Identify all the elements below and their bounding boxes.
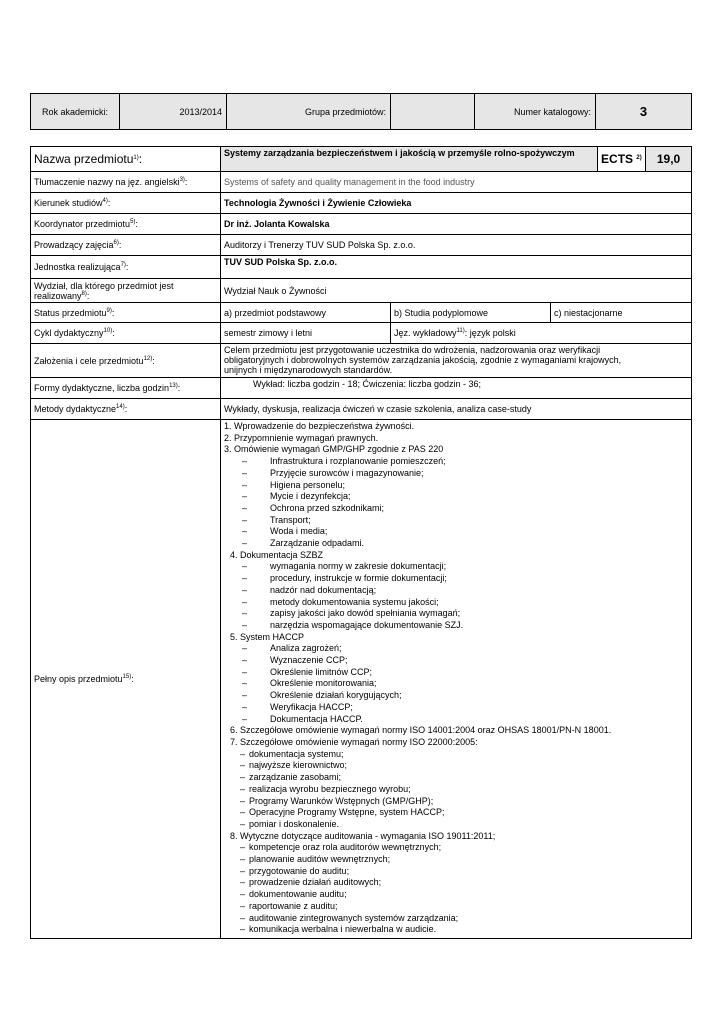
formy-value: Wykład: liczba godzin - 18; Ćwiczenia: liczba godzin - 36; xyxy=(221,378,692,399)
list-item xyxy=(224,608,688,620)
list-item xyxy=(224,456,688,468)
list-item xyxy=(224,819,688,831)
tlum-label-cell: Tłumaczenie nazwy na jęz. angielski$^{3)}$: xyxy=(31,172,221,193)
jez-sup: 11) xyxy=(456,328,465,334)
prow-label: Prowadzący zajęcia xyxy=(34,240,114,250)
list-item-text: zarządzanie zasobami; xyxy=(249,772,342,783)
list-item-text: Weryfikacja HACCP; xyxy=(270,701,353,712)
wydz-label-1: Wydział, dla którego przedmiot jest xyxy=(34,280,174,291)
dash-bullet: – xyxy=(240,912,246,923)
cykl-label: Cykl dydaktyczny xyxy=(34,328,104,338)
zal-value-2: obligatoryjnych i dobrowolnych systemów zarządzania jakością, zgodnie z wymaganiami krajowych, xyxy=(224,355,622,365)
list-item xyxy=(224,854,688,866)
numer-value: 3 xyxy=(596,94,692,130)
dash-bullet: – xyxy=(240,795,246,806)
formy-label: Formy dydaktyczne, liczba godzin xyxy=(34,383,170,393)
dash-bullet: – xyxy=(240,900,246,911)
dash-bullet: – xyxy=(242,666,248,677)
status-a: a) przedmiot podstawowy xyxy=(221,303,391,323)
dash-bullet: – xyxy=(242,538,248,549)
list-item xyxy=(224,538,688,550)
list-item-text: Określenie monitorowania; xyxy=(270,678,377,689)
wydz-sup: 8) xyxy=(81,290,87,297)
tlum-value: Systems of safety and quality management in the food industry xyxy=(221,172,692,193)
dash-bullet: – xyxy=(240,924,246,935)
dash-bullet: – xyxy=(242,456,248,467)
list-item xyxy=(224,702,688,714)
dash-bullet: – xyxy=(240,865,246,876)
list-item-text: dokumentacja systemu; xyxy=(249,748,344,759)
list-item-text: Określenie limitnów CCP; xyxy=(270,666,373,677)
opis-label-cell: Pełny opis przedmiotu$^{15)}$: xyxy=(31,420,221,939)
dash-bullet: – xyxy=(242,619,248,630)
list-item-text: narzędzia wspomagające dokumentowanie SZJ. xyxy=(270,619,464,630)
prow-value: Auditorzy i Trenerzy TUV SUD Polska Sp. z.o.o. xyxy=(221,235,692,256)
list-item xyxy=(224,573,688,585)
koord-value: Dr inż. Jolanta Kowalska xyxy=(221,214,692,235)
dash-bullet: – xyxy=(240,807,246,818)
list-item-text: realizacja wyrobu bezpiecznego wyrobu; xyxy=(249,783,411,794)
list-item-text: Ochrona przed szkodnikami; xyxy=(270,502,385,513)
list-item xyxy=(224,913,688,925)
ects-sup: 2) xyxy=(636,155,642,161)
list-item-text: pomiar i doskonalenie. xyxy=(249,818,340,829)
list-item-text: Zarządzanie odpadami. xyxy=(270,538,365,549)
list-item-text: dokumentowanie auditu; xyxy=(249,889,347,900)
list-item-text: metody dokumentowania systemu jakości; xyxy=(270,596,439,607)
wydz-label-cell: Wydział, dla którego przedmiot jest realizowany$^{8)}$: xyxy=(31,279,221,303)
dash-bullet: – xyxy=(242,701,248,712)
status-label-cell: Status przedmiotu$^{9)}$: xyxy=(31,303,221,323)
nazwa-value: Systemy zarządzania bezpieczeństwem i jakością w przemyśle rolno-spożywczym xyxy=(221,147,598,172)
list-item-text: przygotowanie do auditu; xyxy=(249,865,350,876)
dash-bullet: – xyxy=(242,608,248,619)
metody-label: Metody dydaktyczne xyxy=(34,404,117,414)
dash-bullet: – xyxy=(242,713,248,724)
list-item xyxy=(224,515,688,527)
zal-value-1: Celem przedmiotu jest przygotowanie uczestnika do wdrożenia, nadzorowania oraz weryfikacji xyxy=(224,345,601,355)
metody-value: Wykłady, dyskusja, realizacja ćwiczeń w czasie szkolenia, analiza case-study xyxy=(221,399,692,420)
list-item xyxy=(224,561,688,573)
jez-cell xyxy=(391,323,692,344)
zal-value-3: unijnych i międzynarodowych standardów. xyxy=(224,365,393,375)
dash-bullet: – xyxy=(240,772,246,783)
numer-label: Numer katalogowy: xyxy=(475,94,596,130)
list-item xyxy=(224,889,688,901)
list-item-text: Programy Warunków Wstępnych (GMP/GHP); xyxy=(249,795,434,806)
list-item-text: Przyjęcie surowców i magazynowanie; xyxy=(270,467,424,478)
list-item xyxy=(224,585,688,597)
dash-bullet: – xyxy=(242,491,248,502)
list-item-text: procedury, instrukcje w formie dokumentacji; xyxy=(270,573,447,584)
list-item-text: Mycie i dezynfekcja; xyxy=(270,491,351,502)
status-b: b) Studia podyplomowe xyxy=(391,303,551,323)
opis-line: 3. Omówienie wymagań GMP/GHP zgodnie z PAS 220 xyxy=(224,444,444,455)
dash-bullet: – xyxy=(240,818,246,829)
list-item xyxy=(224,807,688,819)
dash-bullet: – xyxy=(242,690,248,701)
opis-sup: 15) xyxy=(122,673,132,680)
zal-value-cell xyxy=(221,344,692,378)
list-item xyxy=(224,678,688,690)
jedn-sup: 7) xyxy=(120,262,126,268)
list-item xyxy=(224,526,688,538)
kier-sup: 4) xyxy=(102,198,108,204)
list-item xyxy=(224,842,688,854)
list-item xyxy=(224,620,688,632)
list-item-text: kompetencje oraz rola auditorów wewnętrznych; xyxy=(249,842,442,853)
dash-bullet: – xyxy=(240,889,246,900)
list-item-text: Higiena personelu; xyxy=(270,479,346,490)
list-item xyxy=(224,901,688,913)
opis-content xyxy=(221,420,692,939)
jez-label: Jęz. wykładowy xyxy=(394,328,457,338)
ects-label: ECTS xyxy=(601,152,634,166)
grupa-value xyxy=(391,94,475,130)
list-item-text: prowadzenie działań auditowych; xyxy=(249,877,382,888)
zal-sup: 12) xyxy=(143,355,153,362)
prow-label-cell: Prowadzący zajęcia$^{6)}$: xyxy=(31,235,221,256)
list-item xyxy=(224,667,688,679)
wydz-value: Wydział Nauk o Żywności xyxy=(221,279,692,303)
kier-label-cell: Kierunek studiów$^{4)}$: xyxy=(31,193,221,214)
list-item-text: Transport; xyxy=(270,514,311,525)
list-item-text: najwyższe kierownictwo; xyxy=(249,760,348,771)
list-item xyxy=(224,468,688,480)
dash-bullet: – xyxy=(242,643,248,654)
status-label: Status przedmiotu xyxy=(34,307,107,318)
rok-label: Rok akademicki: xyxy=(31,94,120,130)
formy-sup: 13) xyxy=(169,383,178,389)
jedn-value: TUV SUD Polska Sp. z.o.o. xyxy=(221,256,692,279)
dash-bullet: – xyxy=(240,854,246,865)
list-item xyxy=(224,480,688,492)
metody-label-cell: Metody dydaktyczne$^{14)}$: xyxy=(31,399,221,420)
opis-line: 4. Dokumentacja SZBZ xyxy=(230,549,324,560)
dash-bullet: – xyxy=(240,748,246,759)
ects-label-cell xyxy=(598,147,646,172)
list-item xyxy=(224,866,688,878)
dash-bullet: – xyxy=(242,479,248,490)
dash-bullet: – xyxy=(240,760,246,771)
dash-bullet: – xyxy=(242,584,248,595)
zal-label-cell: Założenia i cele przedmiotu$^{12)}$: xyxy=(31,344,221,378)
dash-bullet: – xyxy=(242,573,248,584)
dash-bullet: – xyxy=(242,678,248,689)
header-table xyxy=(30,93,692,130)
status-c: c) niestacjonarne xyxy=(551,303,692,323)
dash-bullet: – xyxy=(242,514,248,525)
opis-line: 2. Przypomnienie wymagań prawnych. xyxy=(224,432,379,443)
nazwa-label: Nazwa przedmiotu xyxy=(34,152,134,166)
dash-bullet: – xyxy=(240,877,246,888)
list-item-text: Dokumentacja HACCP. xyxy=(270,713,363,724)
list-item xyxy=(224,784,688,796)
opis-label: Pełny opis przedmiotu xyxy=(34,673,123,684)
jez-value: : język polski xyxy=(464,328,516,338)
opis-line: 7. Szczegółowe omówienie wymagań normy ISO 22000:2005: xyxy=(230,736,478,747)
list-s7 xyxy=(224,749,688,831)
list-item xyxy=(224,772,688,784)
list-item xyxy=(224,877,688,889)
list-item-text: Analiza zagrożeń; xyxy=(270,643,342,654)
cykl-value: semestr zimowy i letni xyxy=(221,323,391,344)
rok-value: 2013/2014 xyxy=(120,94,227,130)
list-s5 xyxy=(224,643,688,725)
metody-sup: 14) xyxy=(116,404,125,410)
list-item xyxy=(224,503,688,515)
list-item xyxy=(224,924,688,936)
list-item-text: planowanie auditów wewnętrznych; xyxy=(249,854,391,865)
dash-bullet: – xyxy=(240,842,246,853)
dash-bullet: – xyxy=(242,596,248,607)
list-item xyxy=(224,655,688,667)
dash-bullet: – xyxy=(242,655,248,666)
jedn-label: Jednostka realizująca xyxy=(34,262,121,272)
list-item xyxy=(224,796,688,808)
list-item xyxy=(224,714,688,726)
kier-label: Kierunek studiów xyxy=(34,198,103,208)
nazwa-sup: 1) xyxy=(133,155,139,161)
dash-bullet: – xyxy=(240,783,246,794)
list-item-text: komunikacja werbalna i niewerbalna w audicie. xyxy=(249,924,437,935)
dash-bullet: – xyxy=(242,502,248,513)
jedn-label-cell: Jednostka realizująca$^{7)}$: xyxy=(31,256,221,279)
opis-line: 8. Wytyczne dotyczące auditowania - wymagania ISO 19011:2011; xyxy=(230,830,496,841)
list-s4 xyxy=(224,561,688,631)
list-item-text: Infrastruktura i rozplanowanie pomieszczeń; xyxy=(270,456,446,467)
kier-value: Technologia Żywności i Żywienie Człowieka xyxy=(221,193,692,214)
koord-sup: 5) xyxy=(130,219,136,225)
list-item xyxy=(224,760,688,772)
status-sup: 9) xyxy=(106,307,112,314)
wydz-label-2: realizowany xyxy=(34,290,82,301)
list-item xyxy=(224,643,688,655)
ects-value: 19,0 xyxy=(646,147,692,172)
list-item xyxy=(224,749,688,761)
list-item-text: zapisy jakości jako dowód spełniania wymagań; xyxy=(270,608,461,619)
koord-label: Koordynator przedmiotu xyxy=(34,219,131,229)
zal-label: Założenia i cele przedmiotu xyxy=(34,355,144,366)
cykl-label-cell: Cykl dydaktyczny$^{10)}$: xyxy=(31,323,221,344)
opis-line: 5. System HACCP xyxy=(230,631,305,642)
list-item-text: Operacyjne Programy Wstępne, system HACCP; xyxy=(249,807,445,818)
dash-bullet: – xyxy=(242,526,248,537)
list-s8 xyxy=(224,842,688,936)
list-s3 xyxy=(224,456,688,550)
grupa-label: Grupa przedmiotów: xyxy=(227,94,391,130)
list-item-text: Woda i media; xyxy=(270,526,328,537)
tlum-sup: 3) xyxy=(179,177,185,183)
list-item xyxy=(224,597,688,609)
dash-bullet: – xyxy=(242,467,248,478)
list-item-text: nadzór nad dokumentacją; xyxy=(270,584,377,595)
opis-line: 6. Szczegółowe omówienie wymagań normy ISO 14001:2004 oraz OHSAS 18001/PN-N 18001. xyxy=(230,725,612,736)
list-item-text: Określenie działań korygujących; xyxy=(270,690,402,701)
dash-bullet: – xyxy=(242,561,248,572)
list-item xyxy=(224,690,688,702)
list-item xyxy=(224,491,688,503)
list-item-text: Wyznaczenie CCP; xyxy=(270,655,348,666)
nazwa-label-cell: Nazwa przedmiotu$^{1)}$: xyxy=(31,147,221,172)
prow-sup: 6) xyxy=(113,240,119,246)
formy-label-cell: Formy dydaktyczne, liczba godzin$^{13)}$: xyxy=(31,378,221,399)
course-table xyxy=(30,146,692,939)
list-item-text: wymagania normy w zakresie dokumentacji; xyxy=(270,561,447,572)
list-item-text: raportowanie z auditu; xyxy=(249,900,338,911)
opis-line: 1. Wprowadzenie do bezpieczeństwa żywności. xyxy=(224,421,415,431)
tlum-label: Tłumaczenie nazwy na jęz. angielski xyxy=(34,177,180,187)
list-item-text: auditowanie zintegrowanych systemów zarządzania; xyxy=(249,912,459,923)
cykl-sup: 10) xyxy=(103,328,113,334)
koord-label-cell: Koordynator przedmiotu$^{5)}$: xyxy=(31,214,221,235)
